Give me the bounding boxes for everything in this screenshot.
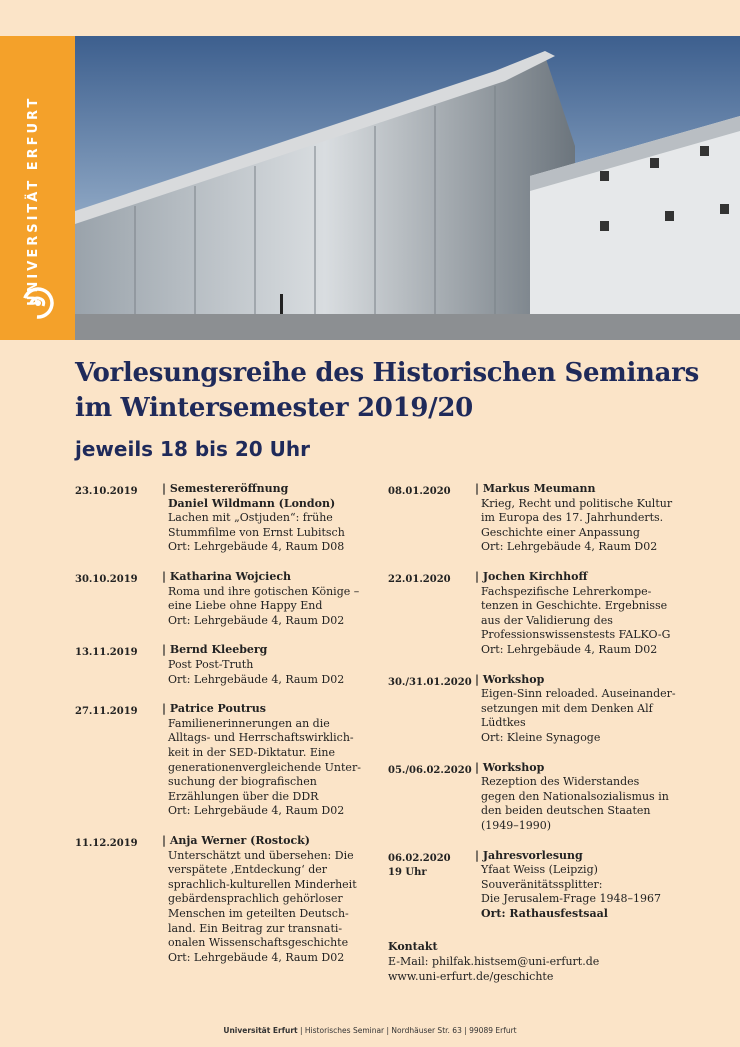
event-title xyxy=(162,702,377,717)
event-line-text: eine Liebe ohne Happy End xyxy=(168,599,323,613)
event-date-text: 30./31.01.2020 xyxy=(388,676,472,688)
event-line xyxy=(162,599,377,614)
event-date xyxy=(388,764,472,779)
event-line-text: Krieg, Recht und politische Kultur xyxy=(481,496,673,510)
page-subtitle: jeweils 18 bis 20 Uhr xyxy=(75,437,311,461)
separator-bar: | xyxy=(475,672,483,686)
event-line xyxy=(162,511,377,526)
event-line xyxy=(475,863,690,878)
brand-sidebar xyxy=(0,36,75,340)
event-line-text: den beiden deutschen Staaten xyxy=(481,804,651,818)
page-title xyxy=(75,356,699,426)
event-line-text: (1949–1990) xyxy=(481,818,552,832)
event-line xyxy=(162,746,377,761)
event-line-text: Ort: Lehrgebäude 4, Raum D02 xyxy=(168,613,345,627)
title-line-2: im Wintersemester 2019/20 xyxy=(75,393,473,423)
event-line-text: verspätete ‚Entdeckung‘ der xyxy=(168,863,328,877)
event-date xyxy=(75,837,138,852)
event-line xyxy=(162,614,377,629)
event-line-text: Die Jerusalem-Frage 1948–1967 xyxy=(481,892,661,906)
event-line-text: Ort: Lehrgebäude 4, Raum D02 xyxy=(481,540,658,554)
event-title xyxy=(475,673,690,688)
separator-bar: | xyxy=(162,482,170,495)
separator-bar: | xyxy=(162,570,170,583)
event-line xyxy=(162,526,377,541)
event-line xyxy=(162,863,377,878)
event-line-text: suchung der biografischen xyxy=(168,775,317,789)
event-details xyxy=(162,834,377,965)
event-date-text: 08.01.2020 xyxy=(388,486,451,497)
event-line xyxy=(162,804,377,819)
event-line-text: onalen Wissenschaftsgeschichte xyxy=(168,936,349,950)
event-line xyxy=(162,673,377,688)
event-line-text: Fachspezifische Lehrerkompe- xyxy=(481,584,652,598)
event-line xyxy=(162,761,377,776)
event-line-text: Yfaat Weiss (Leipzig) xyxy=(481,863,598,877)
event-line-text: Workshop xyxy=(482,760,545,774)
event-line xyxy=(162,717,377,732)
event-line-text: Daniel Wildmann (London) xyxy=(168,496,336,510)
event-time-text: 19 Uhr xyxy=(388,867,427,879)
event-details xyxy=(162,570,377,628)
event-line xyxy=(162,497,377,512)
event-line xyxy=(475,628,690,643)
event-line xyxy=(162,540,377,555)
event-line-text: Katharina Wojciech xyxy=(169,570,292,583)
event-date xyxy=(388,485,451,500)
footer-address: | Historisches Seminar | Nordhäuser Str. 63 | 99089 Erfurt xyxy=(297,1026,517,1035)
event-line xyxy=(162,892,377,907)
event-line-text: Eigen-Sinn reloaded. Auseinander- xyxy=(481,687,676,701)
event-line-text: Workshop xyxy=(482,672,545,686)
event-line-text: keit in der SED-Diktatur. Eine xyxy=(168,745,335,759)
footer-institution: Universität Erfurt xyxy=(223,1026,298,1035)
contact-email[interactable]: E-Mail: philfak.histsem@uni-erfurt.de xyxy=(388,955,600,968)
event-line-text: Ort: Lehrgebäude 4, Raum D02 xyxy=(168,950,345,964)
event-date-text: 11.12.2019 xyxy=(75,838,138,849)
event-details xyxy=(475,761,690,834)
event-date-text: 13.11.2019 xyxy=(75,647,138,659)
event-details xyxy=(475,849,690,922)
event-line xyxy=(475,540,690,555)
event-line-text: im Europa des 17. Jahrhunderts. xyxy=(481,511,664,525)
brand-name: UNIVERSITÄT ERFURT xyxy=(26,95,41,306)
event-line-text: Ort: Lehrgebäude 4, Raum D02 xyxy=(168,672,345,686)
event-date-text: 22.01.2020 xyxy=(388,574,451,585)
event-line-text: Stummfilme von Ernst Lubitsch xyxy=(168,525,345,539)
event-line-text: aus der Validierung des xyxy=(481,613,613,627)
event-line xyxy=(475,804,690,819)
event-line xyxy=(475,526,690,541)
event-title xyxy=(475,482,690,497)
event-details xyxy=(475,482,690,555)
event-line-text: Roma und ihre gotischen Könige – xyxy=(168,584,360,598)
event-line-text: Jahresvorlesung xyxy=(482,848,583,862)
event-line xyxy=(475,878,690,893)
event-line-text: sprachlich-kulturellen Minderheit xyxy=(168,877,357,891)
event-line xyxy=(162,731,377,746)
event-line-text: Post Post-Truth xyxy=(168,657,254,671)
title-line-1: Vorlesungsreihe des Historischen Seminars xyxy=(75,358,699,388)
event-line-text: Professionswissenstests FALKO-G xyxy=(481,628,671,642)
event-title xyxy=(162,834,377,849)
separator-bar: | xyxy=(475,570,483,583)
event-date xyxy=(388,676,472,691)
event-details xyxy=(162,643,377,687)
separator-bar: | xyxy=(162,834,170,847)
event-title xyxy=(475,570,690,585)
event-line-text: Rezeption des Widerstandes xyxy=(481,775,640,789)
event-line-text: Souveränitätssplitter: xyxy=(481,877,603,891)
event-line xyxy=(475,511,690,526)
event-line xyxy=(162,907,377,922)
event-line xyxy=(475,599,690,614)
event-line-text: Bernd Kleeberg xyxy=(169,643,268,657)
event-line-text: Lüdtkes xyxy=(481,716,526,730)
event-date xyxy=(75,705,138,720)
event-line-text: Semestereröffnung xyxy=(169,482,289,495)
event-line-text: Ort: Rathausfestsaal xyxy=(481,906,608,920)
event-date xyxy=(388,573,451,588)
event-line xyxy=(475,790,690,805)
event-details xyxy=(162,702,377,819)
event-line xyxy=(475,497,690,512)
event-line xyxy=(475,716,690,731)
event-date-text: 06.02.2020 xyxy=(388,852,451,864)
event-line xyxy=(162,775,377,790)
event-date xyxy=(75,646,138,661)
event-line xyxy=(475,731,690,746)
event-line xyxy=(475,687,690,702)
event-line xyxy=(162,878,377,893)
separator-bar: | xyxy=(475,848,483,862)
event-title xyxy=(475,849,690,864)
event-line-text: Ort: Lehrgebäude 4, Raum D02 xyxy=(481,642,658,656)
event-line-text: land. Ein Beitrag zur transnati- xyxy=(168,921,343,935)
event-line xyxy=(162,849,377,864)
event-line xyxy=(162,585,377,600)
event-line-text: setzungen mit dem Denken Alf xyxy=(481,701,653,715)
event-date xyxy=(388,852,451,881)
event-date-text: 27.11.2019 xyxy=(75,706,138,718)
page-footer xyxy=(0,1026,740,1035)
event-line-text: Markus Meumann xyxy=(482,482,596,495)
event-line xyxy=(475,585,690,600)
event-line-text: generationenvergleichende Unter- xyxy=(168,760,361,774)
separator-bar: | xyxy=(162,702,170,716)
event-line-text: tenzen in Geschichte. Ergebnisse xyxy=(481,599,668,613)
event-line-text: gebärdensprachlich gehörloser xyxy=(168,892,343,906)
event-line xyxy=(162,936,377,951)
event-line-text: Lachen mit „Ostjuden“: frühe xyxy=(168,511,333,525)
building-photo xyxy=(75,36,740,340)
event-date-text: 30.10.2019 xyxy=(75,574,138,585)
separator-bar: | xyxy=(475,482,483,495)
event-line-text: Menschen im geteilten Deutsch- xyxy=(168,906,349,920)
event-date xyxy=(75,573,138,588)
event-line-text: Jochen Kirchhoff xyxy=(482,570,588,583)
event-line xyxy=(475,819,690,834)
event-line xyxy=(475,643,690,658)
event-line xyxy=(475,614,690,629)
event-line-text: Ort: Lehrgebäude 4, Raum D08 xyxy=(168,540,345,554)
event-date-text: 23.10.2019 xyxy=(75,486,138,497)
event-details xyxy=(475,570,690,658)
event-line-text: Anja Werner (Rostock) xyxy=(169,834,311,847)
event-line-text: Ort: Kleine Synagoge xyxy=(481,730,601,744)
event-date-text: 05./06.02.2020 xyxy=(388,764,472,776)
separator-bar: | xyxy=(162,643,170,657)
event-line xyxy=(162,922,377,937)
contact-block xyxy=(388,939,599,984)
event-line-text: Patrice Poutrus xyxy=(169,702,266,716)
event-line xyxy=(162,658,377,673)
event-details xyxy=(475,673,690,746)
event-line-text: Ort: Lehrgebäude 4, Raum D02 xyxy=(168,804,345,818)
contact-heading: Kontakt xyxy=(388,940,438,953)
event-line-text: Geschichte einer Anpassung xyxy=(481,525,640,539)
event-details xyxy=(162,482,377,555)
event-line-text: Erzählungen über die DDR xyxy=(168,789,319,803)
event-line xyxy=(475,775,690,790)
event-line-text: Unterschätzt und übersehen: Die xyxy=(168,848,354,862)
event-line xyxy=(475,907,690,922)
event-title xyxy=(162,482,377,497)
event-title xyxy=(475,761,690,776)
event-title xyxy=(162,570,377,585)
event-line xyxy=(162,951,377,966)
event-line-text: gegen den Nationalsozialismus in xyxy=(481,789,669,803)
separator-bar: | xyxy=(475,760,483,774)
event-line xyxy=(162,790,377,805)
event-line-text: Familienerinnerungen an die xyxy=(168,716,330,730)
contact-website[interactable]: www.uni-erfurt.de/geschichte xyxy=(388,970,554,983)
event-title xyxy=(162,643,377,658)
event-date xyxy=(75,485,138,500)
event-line xyxy=(475,892,690,907)
event-line xyxy=(475,702,690,717)
event-line-text: Alltags- und Herrschaftswirklich- xyxy=(168,731,354,745)
